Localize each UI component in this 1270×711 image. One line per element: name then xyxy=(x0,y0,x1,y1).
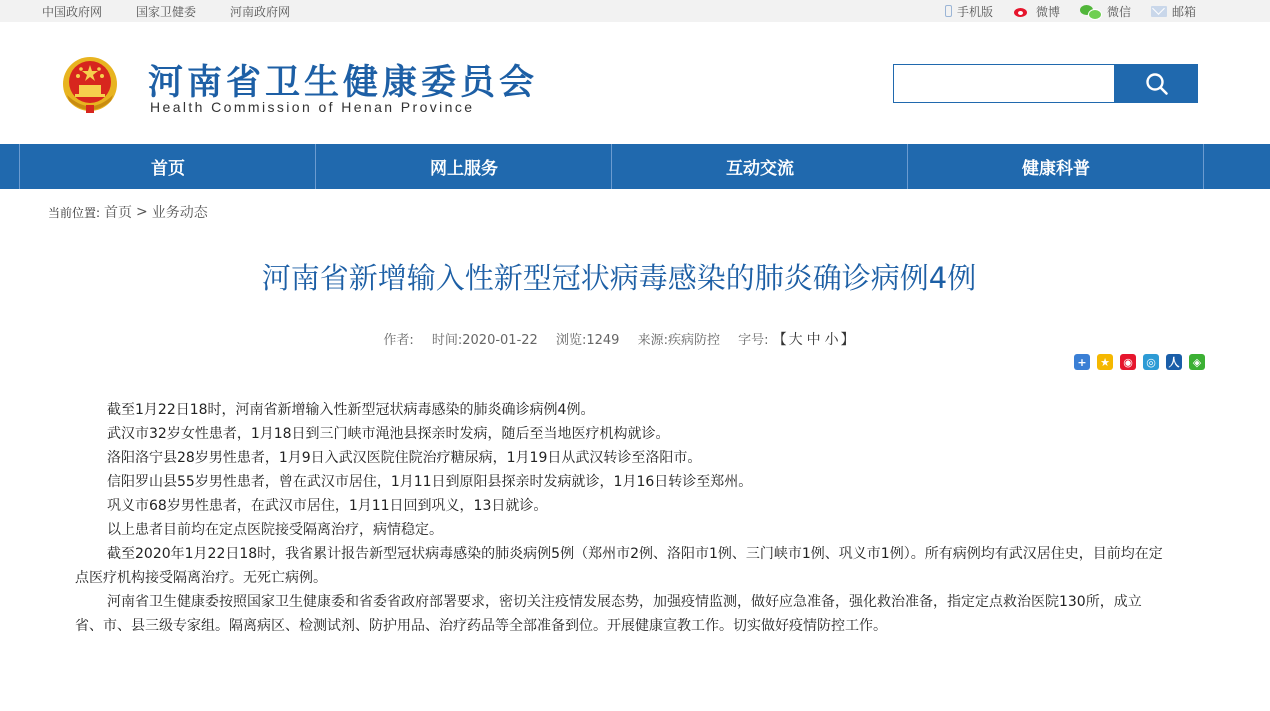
meta-views-value: 1249 xyxy=(586,333,620,348)
search-icon xyxy=(1145,72,1169,96)
mail-icon xyxy=(1151,6,1167,17)
article-paragraph: 巩义市68岁男性患者，在武汉市居住，1月11日回到巩义，13日就诊。 xyxy=(107,498,548,514)
site-header xyxy=(0,22,1270,144)
fontsize-large-button[interactable]: 大 xyxy=(788,332,803,348)
mobile-version-link[interactable] xyxy=(945,3,993,20)
search-input[interactable] xyxy=(893,64,1115,103)
article-paragraph: 武汉市32岁女性患者，1月18日到三门峡市渑池县探亲时发病，随后至当地医疗机构就诊。 xyxy=(107,426,670,442)
wechat-share-icon[interactable]: ◈ xyxy=(1189,354,1205,370)
article-paragraph: 洛阳洛宁县28岁男性患者，1月9日入武汉医院住院治疗糖尿病，1月19日从武汉转诊至洛阳市。 xyxy=(107,450,702,466)
meta-time-label: 时间: xyxy=(431,333,463,348)
article-paragraph: 河南省卫生健康委按照国家卫生健康委和省委省政府部署要求，密切关注疫情发展态势，加强疫情监测，做好应急准备，强化救治准备，指定定点救治医院130所，成立省、市、县三级专家组。隔离病区、检测试剂、防护用品、治疗药品等全部准备到位。开展健康宣教工作。切实做好疫情防控工作。 xyxy=(75,594,1142,634)
meta-source-label: 来源: xyxy=(637,333,668,348)
weibo-label: 微博 xyxy=(1035,4,1060,19)
breadcrumb-home[interactable]: 首页 xyxy=(104,205,133,221)
breadcrumb-separator: > xyxy=(136,204,148,220)
nav-interaction[interactable]: 互动交流 xyxy=(726,159,794,179)
more-share-icon[interactable]: + xyxy=(1074,354,1090,370)
renren-icon[interactable]: 人 xyxy=(1166,354,1182,370)
weibo-icon xyxy=(1013,4,1031,18)
breadcrumb xyxy=(48,202,208,222)
fontsize-small-button[interactable]: 小 xyxy=(824,332,839,348)
weibo-link[interactable] xyxy=(1013,3,1060,20)
national-emblem-icon xyxy=(61,55,119,115)
top-link-henan-gov[interactable]: 河南政府网 xyxy=(230,4,291,19)
site-title: 河南省卫生健康委员会 xyxy=(148,63,539,103)
breadcrumb-current[interactable]: 业务动态 xyxy=(151,205,208,221)
meta-fontsize-label: 字号: xyxy=(738,333,769,348)
top-links xyxy=(42,0,324,22)
wechat-link[interactable] xyxy=(1080,3,1131,20)
nav-health-science[interactable]: 健康科普 xyxy=(1022,159,1090,179)
meta-views-label: 浏览: xyxy=(555,333,587,348)
fontsize-medium-button[interactable]: 中 xyxy=(806,332,821,348)
meta-author-label: 作者: xyxy=(383,333,414,348)
mobile-version-label: 手机版 xyxy=(956,4,993,19)
fontsize-open-bracket: 【 xyxy=(772,332,787,348)
article-paragraph: 信阳罗山县55岁男性患者，曾在武汉市居住，1月11日到原阳县探亲时发病就诊，1月16日转诊至郑州。 xyxy=(107,474,753,490)
wechat-icon xyxy=(1080,4,1102,18)
site-subtitle: Health Commission of Henan Province xyxy=(150,99,475,115)
share-toolbar xyxy=(1074,354,1212,370)
top-link-nhc[interactable]: 国家卫健委 xyxy=(136,4,197,19)
main-nav xyxy=(0,144,1270,189)
weibo-share-icon[interactable]: ◉ xyxy=(1120,354,1136,370)
mail-link[interactable] xyxy=(1151,3,1196,20)
nav-home[interactable]: 首页 xyxy=(151,159,185,179)
meta-source xyxy=(638,333,720,348)
phone-icon xyxy=(945,5,952,17)
article-title: 河南省新增输入性新型冠状病毒感染的肺炎确诊病例4例 xyxy=(261,261,977,295)
search-button[interactable] xyxy=(1114,64,1198,103)
fontsize-close-bracket: 】 xyxy=(840,332,855,348)
article-paragraph: 截至2020年1月22日18时，我省累计报告新型冠状病毒感染的肺炎病例5例（郑州市2例、洛阳市1例、三门峡市1例、巩义市1例）。所有病例均有武汉居住史，目前均在定点医疗机构接受隔离治疗。无死亡病例。 xyxy=(75,546,1163,586)
wechat-label: 微信 xyxy=(1106,4,1131,19)
article-paragraph: 截至1月22日18时，河南省新增输入性新型冠状病毒感染的肺炎确诊病例4例。 xyxy=(107,402,595,418)
meta-source-value: 疾病防控 xyxy=(667,333,720,348)
article-body xyxy=(75,398,1165,638)
nav-divider xyxy=(1203,144,1204,189)
top-right-links xyxy=(925,0,1196,22)
mail-label: 邮箱 xyxy=(1171,4,1196,19)
qzone-icon[interactable]: ★ xyxy=(1097,354,1113,370)
article-paragraph: 以上患者目前均在定点医院接受隔离治疗，病情稳定。 xyxy=(107,522,443,538)
meta-time-value: 2020-01-22 xyxy=(462,333,538,348)
top-utility-bar xyxy=(0,0,1270,22)
nav-online-services[interactable]: 网上服务 xyxy=(430,159,498,179)
top-link-gov[interactable]: 中国政府网 xyxy=(42,4,103,19)
breadcrumb-label: 当前位置: xyxy=(48,205,101,220)
article-meta xyxy=(0,329,1238,349)
meta-fontsize xyxy=(738,333,855,348)
meta-time xyxy=(432,333,538,348)
meta-views xyxy=(556,333,619,348)
tencent-weibo-icon[interactable]: ◎ xyxy=(1143,354,1159,370)
